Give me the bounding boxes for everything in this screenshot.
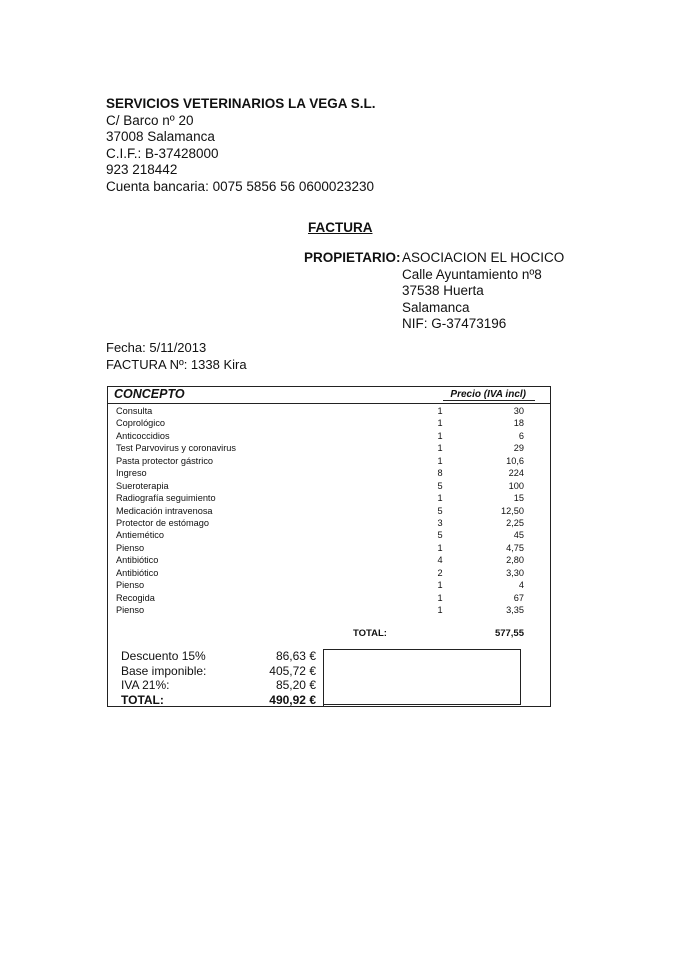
table-row	[108, 592, 550, 604]
company-city: 37008 Salamanca	[106, 129, 215, 144]
row-qty: 1	[437, 455, 443, 466]
table-row	[108, 467, 550, 479]
row-price: 100	[508, 480, 524, 491]
table-row	[108, 455, 550, 467]
row-concept: Radiografía seguimiento	[116, 493, 216, 504]
row-qty: 1	[437, 542, 443, 553]
row-concept: Pienso	[116, 605, 145, 615]
invoice-number: FACTURA Nº: 1338 Kira	[106, 356, 247, 372]
invoice-date: Fecha: 5/11/2013	[106, 340, 207, 355]
table-row	[108, 567, 550, 579]
row-price: 10,6	[506, 455, 524, 466]
row-concept: Recogida	[116, 592, 155, 603]
owner-city: 37538 Huerta	[402, 283, 484, 298]
table-row	[108, 529, 550, 541]
company-block	[106, 96, 376, 195]
table-row	[108, 517, 550, 529]
base-label: Base imponible:	[121, 663, 207, 678]
row-price: 18	[513, 418, 524, 429]
owner-street: Calle Ayuntamiento nº8	[402, 266, 542, 282]
invoice-table	[107, 386, 551, 707]
row-price: 6	[518, 430, 524, 441]
row-price: 4	[518, 580, 524, 591]
row-price: 12,50	[501, 505, 524, 516]
iva-row	[108, 678, 323, 693]
company-bank: Cuenta bancaria: 0075 5856 56 0600023230	[106, 178, 374, 194]
table-row	[108, 405, 550, 417]
base-value: 405,72 €	[269, 663, 316, 678]
row-qty: 1	[437, 443, 443, 454]
table-row	[108, 480, 550, 492]
row-qty: 3	[437, 517, 443, 528]
row-price: 67	[513, 592, 524, 603]
table-total-value: 577,55	[494, 628, 524, 639]
table-row	[108, 417, 550, 429]
row-qty: 5	[437, 480, 443, 491]
row-price: 45	[513, 530, 524, 541]
iva-label: IVA 21%:	[121, 678, 170, 692]
row-concept: Pienso	[116, 580, 145, 591]
discount-label: Descuento 15%	[121, 649, 206, 663]
invoice-title: FACTURA	[308, 220, 373, 235]
table-row	[108, 430, 550, 442]
row-qty: 5	[437, 530, 443, 541]
owner-name: ASOCIACION EL HOCICO	[402, 250, 565, 265]
table-total-label: TOTAL:	[353, 628, 387, 639]
owner-label: PROPIETARIO:	[304, 250, 401, 265]
row-concept: Sueroterapia	[116, 480, 169, 491]
row-price: 4,75	[506, 542, 524, 553]
row-concept: Consulta	[116, 406, 153, 416]
header-concept: CONCEPTO	[114, 387, 185, 401]
invoice-meta	[106, 340, 247, 373]
company-cif: C.I.F.: B-37428000	[106, 145, 219, 161]
row-price: 2,25	[506, 517, 524, 528]
row-concept: Anticoccidios	[116, 430, 170, 441]
row-qty: 1	[437, 605, 443, 615]
row-concept: Test Parvovirus y coronavirus	[116, 443, 236, 454]
header-price: Precio (IVA incl)	[450, 389, 526, 400]
row-price: 15	[513, 493, 524, 504]
row-concept: Medicación intravenosa	[116, 505, 213, 516]
row-qty: 8	[437, 468, 443, 479]
row-price: 3,30	[506, 567, 524, 578]
base-row	[108, 664, 323, 679]
discount-value: 86,63 €	[275, 649, 316, 663]
row-qty: 5	[437, 505, 443, 516]
owner-province: Salamanca	[402, 299, 470, 315]
row-qty: 1	[437, 430, 443, 441]
row-qty: 1	[437, 592, 443, 603]
grand-total-value: 490,92 €	[269, 692, 316, 707]
grand-total-row	[108, 693, 323, 708]
iva-value: 85,20 €	[275, 678, 316, 692]
row-concept: Protector de estómago	[116, 517, 209, 528]
row-qty: 1	[437, 493, 443, 504]
table-row	[108, 492, 550, 504]
row-concept: Antibiótico	[116, 567, 159, 578]
owner-block	[304, 250, 564, 333]
table-row	[108, 505, 550, 517]
row-qty: 1	[437, 580, 443, 591]
row-concept: Antibiótico	[116, 555, 159, 566]
summary-underline	[108, 706, 324, 707]
table-row	[108, 579, 550, 591]
company-name: SERVICIOS VETERINARIOS LA VEGA S.L.	[106, 96, 376, 111]
row-price: 2,80	[506, 555, 524, 566]
row-concept: Coprológico	[116, 418, 166, 429]
table-row	[108, 542, 550, 554]
table-row	[108, 442, 550, 454]
row-qty: 2	[437, 567, 443, 578]
row-concept: Pasta protector gástrico	[116, 455, 214, 466]
row-concept: Ingreso	[116, 468, 147, 479]
header-price-underline	[443, 400, 535, 401]
table-header	[108, 387, 550, 404]
table-row	[108, 554, 550, 566]
row-qty: 4	[437, 555, 443, 566]
table-row	[108, 604, 550, 616]
table-rows	[108, 405, 550, 616]
discount-row	[108, 649, 323, 664]
row-price: 30	[513, 406, 524, 416]
owner-nif: NIF: G-37473196	[402, 316, 507, 331]
row-price: 224	[508, 468, 524, 479]
company-street: C/ Barco nº 20	[106, 112, 194, 128]
row-price: 29	[513, 443, 524, 454]
row-qty: 1	[437, 406, 443, 416]
company-phone: 923 218442	[106, 162, 178, 177]
row-concept: Antiemético	[116, 530, 165, 541]
summary-block	[108, 649, 323, 707]
row-qty: 1	[437, 418, 443, 429]
blank-box	[323, 649, 521, 705]
grand-total-label: TOTAL:	[121, 692, 164, 707]
row-price: 3,35	[506, 605, 524, 615]
row-concept: Pienso	[116, 542, 145, 553]
